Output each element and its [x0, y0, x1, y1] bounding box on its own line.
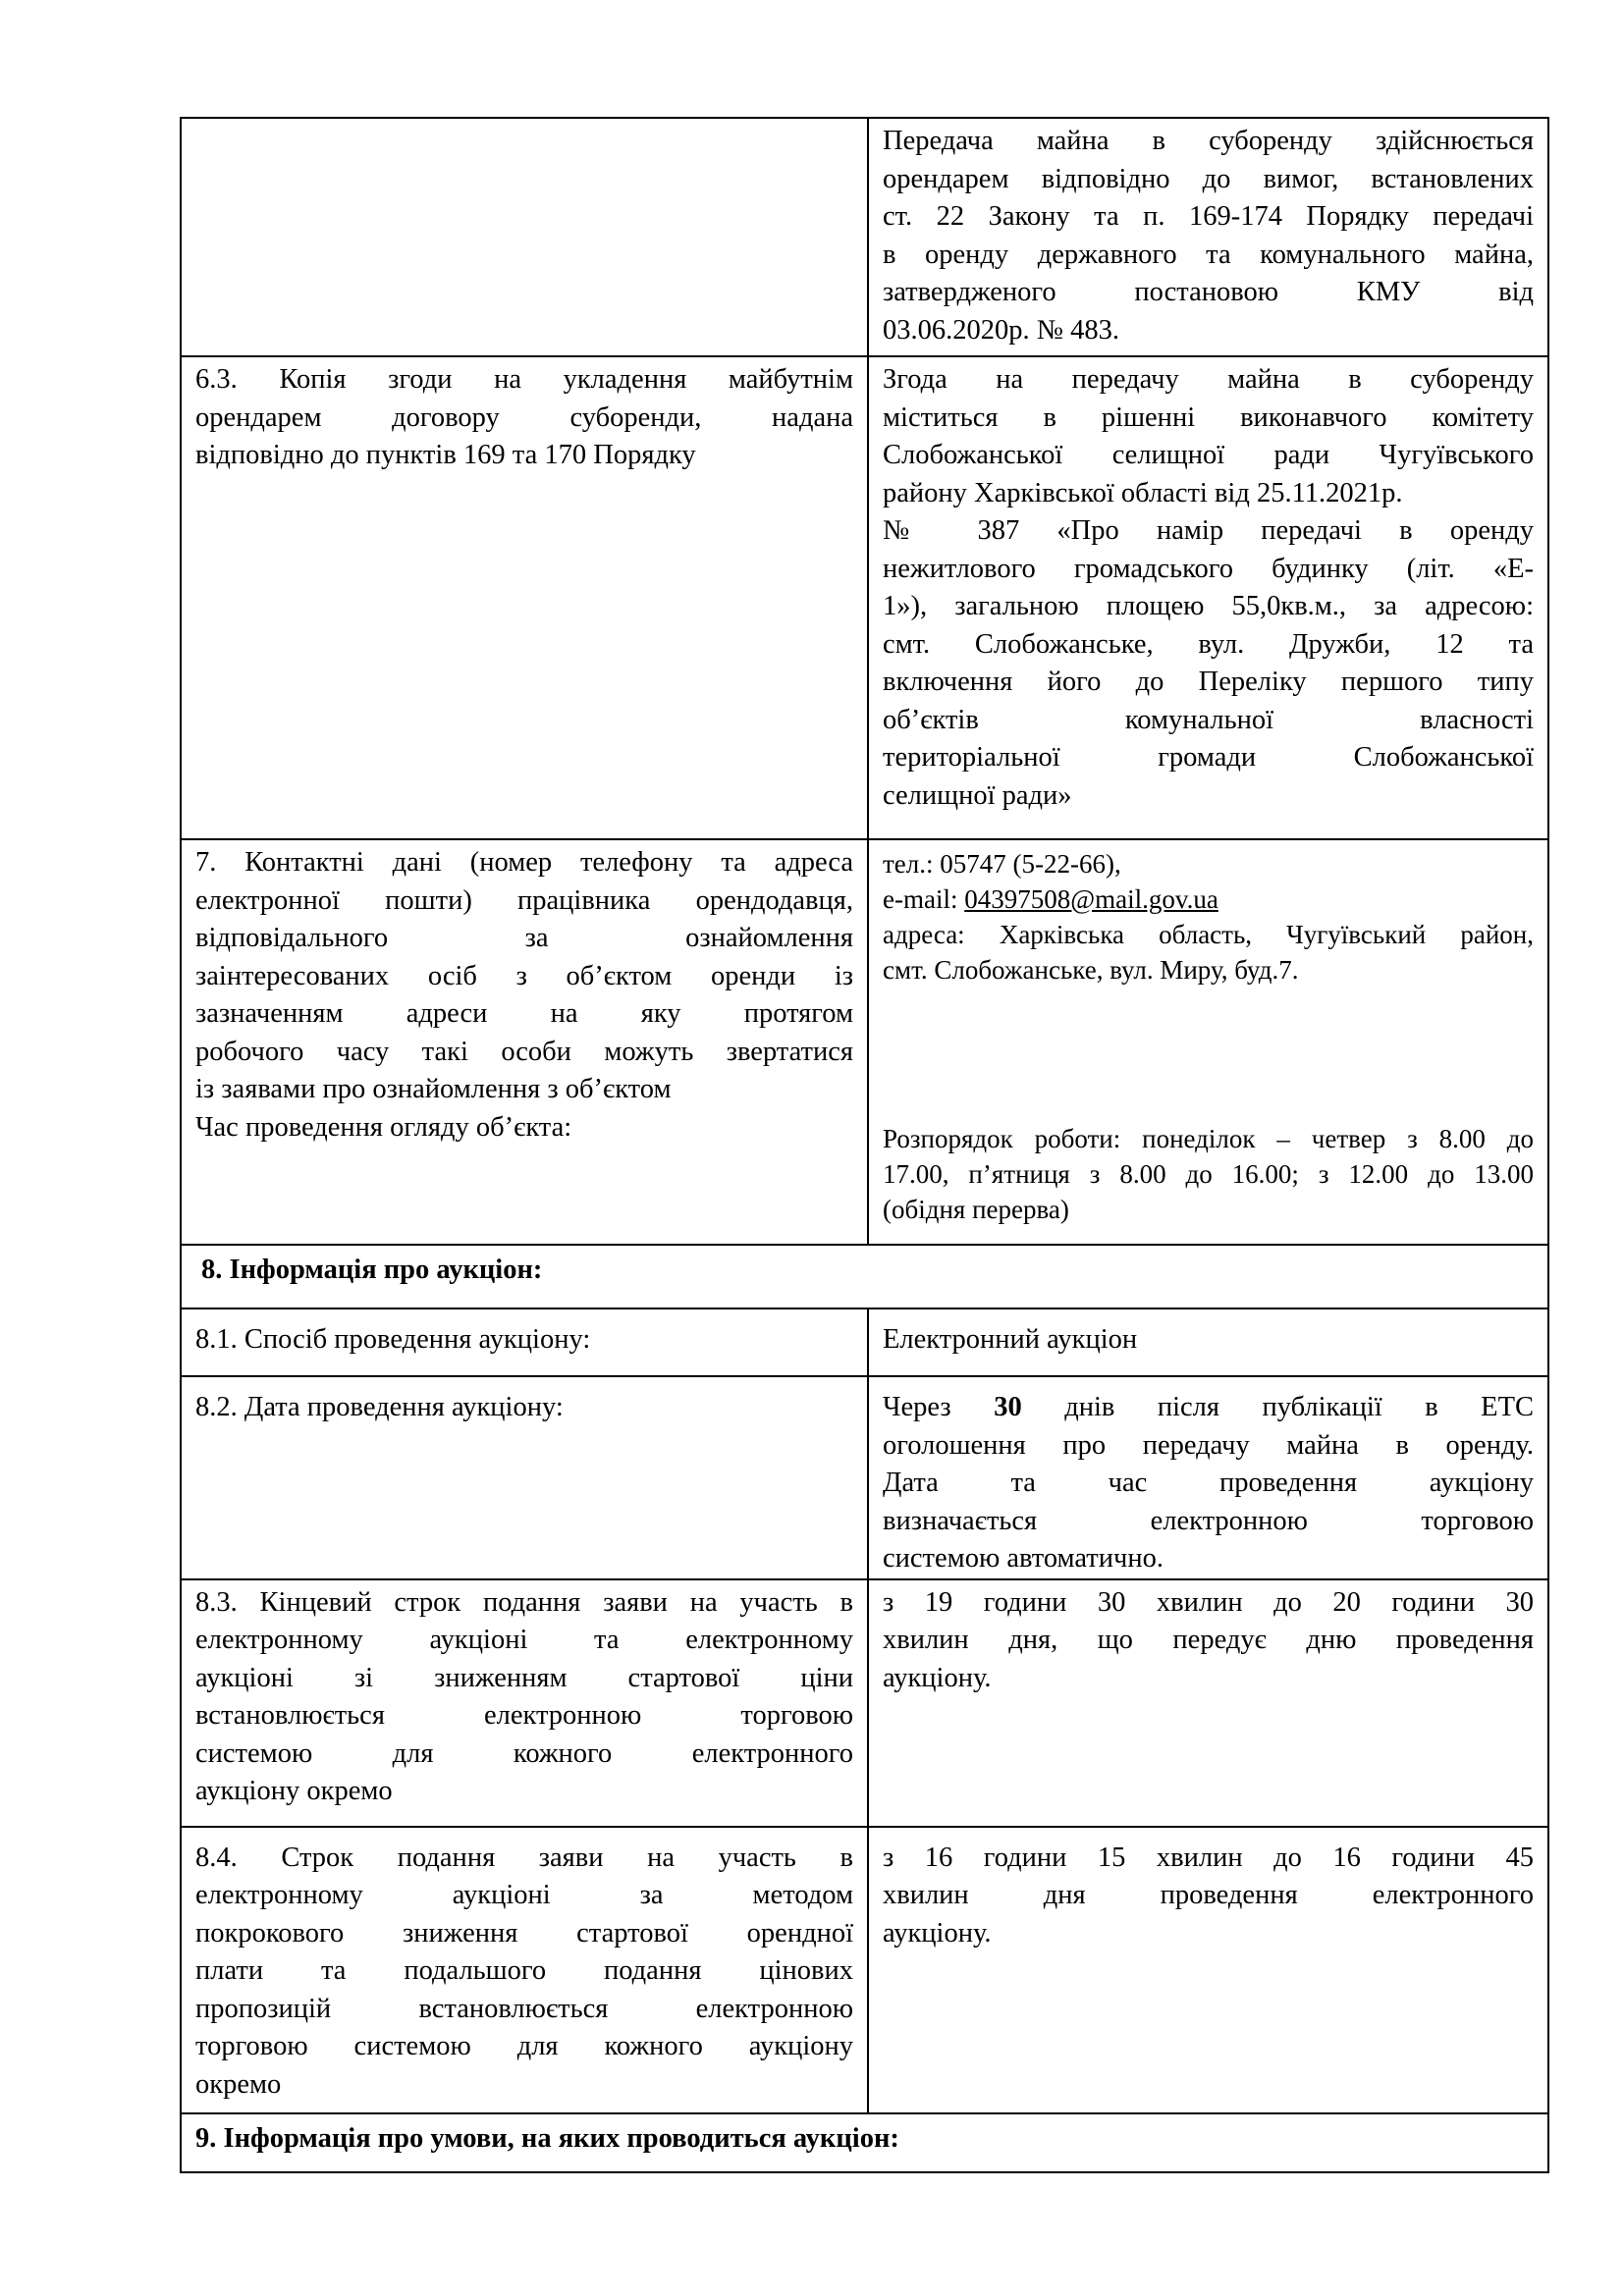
text-line: 8.1. Спосіб проведення аукціону: — [195, 1324, 591, 1355]
text-line: смт. Слобожанське, вул. Миру, буд.7. — [883, 955, 1299, 985]
text-line: 7. Контактні дані (номер телефону та адреса — [195, 847, 853, 878]
table-row-section-9 — [181, 2113, 1548, 2172]
text-line: 1»), загальною площею 55,0кв.м., за адресою: — [883, 591, 1534, 621]
table-row-section-8 — [181, 1245, 1548, 1308]
cell-7-label — [181, 839, 868, 1245]
text-line: № 387 «Про намір передачі в оренду — [883, 515, 1534, 546]
text-line: Розпорядок роботи: понеділок – четвер з 8.00 до — [883, 1124, 1534, 1153]
email-line — [883, 881, 1534, 917]
text-line: електронному аукціоні за методом — [195, 1880, 853, 1910]
text-line: Дата та час проведення аукціону — [883, 1468, 1534, 1498]
text-line: встановлюється електронною торговою — [195, 1700, 853, 1731]
cell-8-1-label — [181, 1308, 868, 1376]
text-line: відповідно до пунктів 169 та 170 Порядку — [195, 440, 696, 470]
text-fragment: днів після публікації в ЕТС — [1021, 1392, 1534, 1422]
text-line: електронному аукціоні та електронному — [195, 1625, 853, 1655]
text-line: хвилин дня, що передує дню проведення — [883, 1625, 1534, 1655]
cell-8-3-value — [868, 1579, 1548, 1827]
text-line: з 19 години 30 хвилин до 20 години 30 — [883, 1586, 1534, 1618]
cell-8-4-value — [868, 1827, 1548, 2113]
text-line: 03.06.2020р. № 483. — [883, 314, 1119, 346]
text-line: селищної ради» — [883, 779, 1072, 811]
phone-number: тел.: 05747 (5-22-66), — [883, 849, 1121, 879]
inspection-time-label: Час проведення огляду об’єкта: — [195, 1111, 572, 1143]
text-line: Електронний аукціон — [883, 1324, 1138, 1355]
table-row-8-3 — [181, 1579, 1548, 1827]
cell-6-3-value — [868, 356, 1548, 839]
text-line: 8.4. Строк подання заяви на участь в — [195, 1842, 853, 1873]
text-line: орендарем договору суборенди, надана — [195, 401, 853, 433]
text-line: адреса: Харківська область, Чугуївський район, — [883, 920, 1534, 949]
text-line: покрокового зниження стартової орендної — [195, 1917, 853, 1949]
text-line: орендарем відповідно до вимог, встановлених — [883, 163, 1534, 194]
text-line: відповідального за ознайомлення — [195, 923, 853, 953]
text-line: нежитлового громадського будинку (літ. «Е- — [883, 553, 1534, 584]
table-row-7 — [181, 839, 1548, 1245]
text-line: ст. 22 Закону та п. 169-174 Порядку передачі — [883, 201, 1534, 232]
auction-info-table — [180, 117, 1549, 2173]
cell-8-4-label — [181, 1827, 868, 2113]
table-row-sublease-continuation — [181, 118, 1548, 356]
text-line: зазначенням адреси на яку протягом — [195, 998, 853, 1029]
cell-8-3-label — [181, 1579, 868, 1827]
text-line: пропозицій встановлюється електронною — [195, 1993, 853, 2024]
text-line: Слобожанської селищної ради Чугуївського — [883, 440, 1534, 470]
text-line — [883, 1389, 1534, 1427]
cell-empty — [181, 118, 868, 356]
text-line: Згода на передачу майна в суборенду — [883, 364, 1534, 395]
text-line: затвердженого постановою КМУ від — [883, 277, 1534, 307]
table-row-8-4 — [181, 1827, 1548, 2113]
text-line: аукціону. — [883, 1917, 992, 1949]
text-line: аукціону. — [883, 1662, 992, 1693]
text-line: смт. Слобожанське, вул. Дружби, 12 та — [883, 628, 1534, 660]
text-line: плати та подальшого подання цінових — [195, 1955, 853, 1986]
text-line: в оренду державного та комунального майна, — [883, 239, 1534, 270]
cell-8-2-value — [868, 1376, 1548, 1579]
text-line: 6.3. Копія згоди на укладення майбутнім — [195, 364, 853, 395]
table-row-8-2 — [181, 1376, 1548, 1579]
section-8-heading-cell — [181, 1245, 1548, 1308]
text-line: 8.2. Дата проведення аукціону: — [195, 1392, 564, 1422]
cell-8-2-label — [181, 1376, 868, 1579]
text-line: включення його до Переліку першого типу — [883, 667, 1534, 697]
text-line: Передача майна в суборенду здійснюється — [883, 126, 1534, 156]
text-line: із заявами про ознайомлення з об’єктом — [195, 1074, 672, 1104]
cell-7-value — [868, 839, 1548, 1245]
email-label: e-mail: — [883, 884, 965, 914]
days-count: 30 — [994, 1392, 1022, 1422]
text-line: аукціоні зі зниженням стартової ціни — [195, 1662, 853, 1693]
text-line: 17.00, п’ятниця з 8.00 до 16.00; з 12.00 до 13.00 — [883, 1159, 1534, 1189]
email-link[interactable]: 04397508@mail.gov.ua — [964, 884, 1218, 914]
section-9-heading-cell — [181, 2113, 1548, 2172]
text-fragment: Через — [883, 1392, 995, 1422]
text-line: хвилин дня проведення електронного — [883, 1880, 1534, 1910]
spacer — [883, 988, 1534, 1121]
text-line: робочого часу такі особи можуть звертатися — [195, 1036, 853, 1067]
text-line: електронної пошти) працівника орендодавця, — [195, 884, 853, 916]
text-line: аукціону окремо — [195, 1776, 393, 1806]
text-line: з 16 години 15 хвилин до 16 години 45 — [883, 1842, 1534, 1873]
text-line: району Харківської області від 25.11.2021р. — [883, 477, 1403, 508]
text-line: територіальної громади Слобожанської — [883, 742, 1534, 773]
text-line: визначається електронною торговою — [883, 1505, 1534, 1536]
text-line: міститься в рішенні виконавчого комітету — [883, 401, 1534, 433]
text-line: заінтересованих осіб з об’єктом оренди із — [195, 960, 853, 991]
text-line: оголошення про передачу майна в оренду. — [883, 1429, 1534, 1461]
section-8-heading: 8. Інформація про аукціон: — [201, 1255, 543, 1285]
table-row-6-3 — [181, 356, 1548, 839]
cell-8-1-value — [868, 1308, 1548, 1376]
text-line: об’єктів комунальної власності — [883, 704, 1534, 735]
table-row-8-1 — [181, 1308, 1548, 1376]
text-line: системою автоматично. — [883, 1543, 1164, 1574]
text-line: (обідня перерва) — [883, 1195, 1069, 1224]
cell-sublease-transfer-text — [868, 118, 1548, 356]
text-line: системою для кожного електронного — [195, 1737, 853, 1769]
cell-6-3-label — [181, 356, 868, 839]
text-line: 8.3. Кінцевий строк подання заяви на участь в — [195, 1586, 853, 1618]
text-line: торговою системою для кожного аукціону — [195, 2031, 853, 2061]
text-line: окремо — [195, 2068, 282, 2100]
section-9-heading: 9. Інформація про умови, на яких проводиться аукціон: — [195, 2122, 899, 2154]
